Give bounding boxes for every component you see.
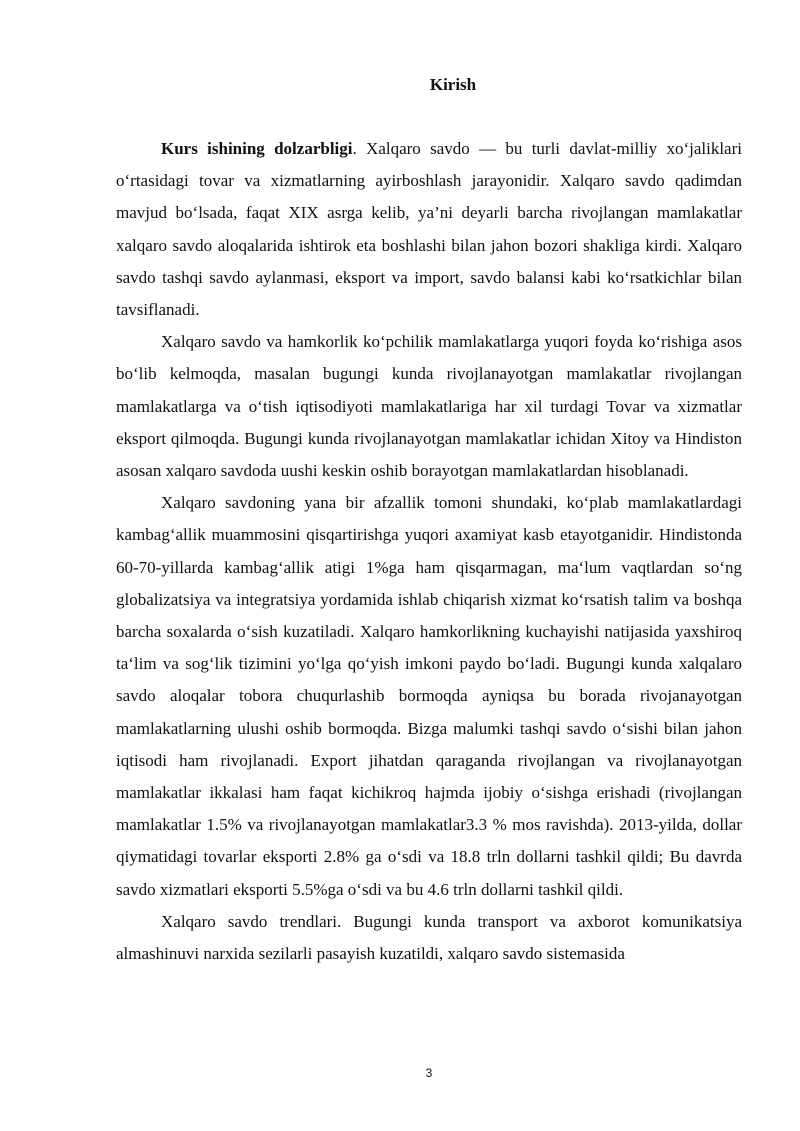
paragraph-text: Xalqaro savdo va hamkorlik ko‘pchilik mamlakatlarga yuqori foyda ko‘rishiga asos bo‘lib kelmoqda, masalan bugungi kunda rivojlanayotgan mamlakatlar rivojlangan mamlakatlarga va o‘tish iqtisodiyoti mamlakatlariga har xil turdagi Tovar va xizmatlar eksport qilmoqda. Bugungi kunda rivojlanayotgan mamlakatlar ichidan Xitoy va Hindiston asosan xalqaro savdoda uushi keskin oshib borayotgan mamlakatlardan hisoblanadi. [116, 332, 742, 481]
paragraph-relevance [116, 133, 742, 326]
paragraph-text: . Xalqaro savdo — bu turli davlat-milliy xo‘jaliklari o‘rtasidagi tovar va xizmatlarning ayirboshlash jarayonidir. Xalqaro savdo qadimdan mavjud bo‘lsada, faqat XIX asrga kelib, ya’ni deyarli barcha rivojlangan mamlakatlar xalqaro savdo aloqalarida ishtirok eta boshlashi bilan jahon bozori shakliga kirdi. Xalqaro savdo tashqi savdo aylanmasi, eksport va import, savdo balansi kabi ko‘rsatkichlar bilan tavsiflanadi. [116, 139, 742, 320]
paragraph-cooperation [116, 326, 742, 487]
body-text [116, 133, 742, 970]
paragraph-text: Xalqaro savdo trendlari. Bugungi kunda transport va axborot komunikatsiya almashinuvi narxida sezilarli pasayish kuzatildi, xalqaro savdo sistemasida [116, 911, 742, 964]
paragraph-trends [116, 906, 742, 970]
page-number: 3 [425, 1066, 433, 1080]
section-title: Kirish [429, 75, 477, 94]
paragraph-text: Xalqaro savdoning yana bir afzallik tomoni shundaki, ko‘plab mamlakatlardagi kambag‘allik muammosini qisqartirishga yuqori axamiyat kasb etayotganidir. Hindistonda 60-70-yillarda kambag‘allik atigi 1%ga ham qisqarmagan, ma‘lum vaqtlardan so‘ng globalizatsiya va integratsiya yordamida ishlab chiqarish xizmat ko‘rsatish talim va boshqa barcha soxalarda o‘sish kuzatiladi. Xalqaro hamkorlikning kuchayishi natijasida yaxshiroq ta‘lim va sog‘lik tizimini yo‘lga qo‘yish imkoni paydo bo‘ladi. Bugungi kunda xalqalaro savdo aloqalar tobora chuqurlashib bormoqda ayniqsa bu borada rivojanayotgan mamlakatlarning ulushi oshib bormoqda. Bizga malumki tashqi savdo o‘sishi bilan jahon iqtisodi ham rivojlanadi. Export jihatdan qaraganda rivojlangan va rivojlanayotgan mamlakatlar ikkalasi ham faqat kichikroq hajmda ijobiy o‘sishga erishadi (rivojlangan mamlakatlar 1.5% va rivojlanayotgan mamlakatlar3.3 % mos ravishda). 2013-yilda, dollar qiymatidagi tovarlar eksporti 2.8% ga o‘sdi va 18.8 trln dollarni tashkil qildi; Bu davrda savdo xizmatlari eksporti 5.5%ga o‘sdi va bu 4.6 trln dollarni tashkil qildi. [116, 493, 742, 899]
paragraph-advantages [116, 487, 742, 906]
paragraph-lead: Kurs ishining dolzarbligi [161, 139, 353, 158]
